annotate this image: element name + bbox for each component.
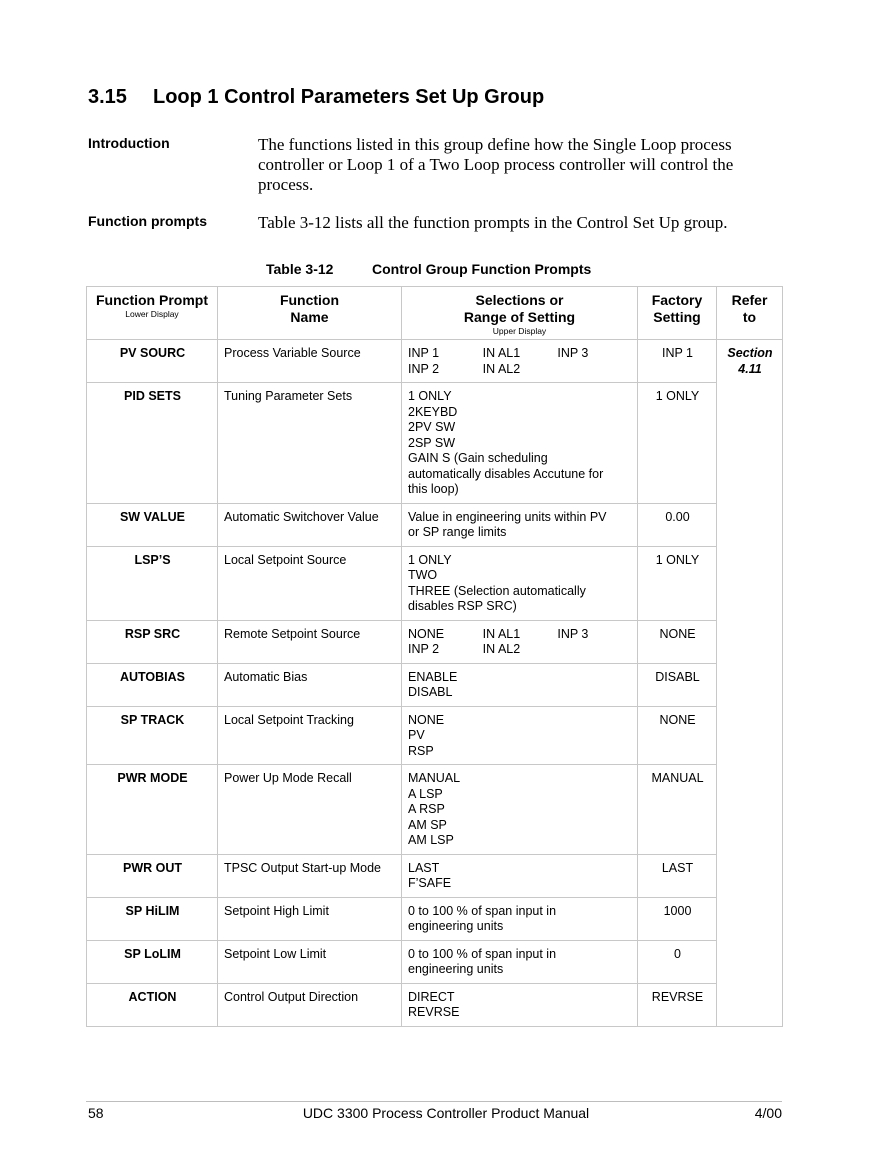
header-refer-to: Refer to bbox=[717, 287, 783, 340]
header-function-prompt: Function Prompt Lower Display bbox=[87, 287, 218, 340]
table-row bbox=[87, 620, 783, 663]
table-row bbox=[87, 897, 783, 940]
selection-option: 1 ONLY bbox=[408, 552, 452, 567]
selection-option: engineering units bbox=[408, 962, 504, 976]
factory-setting-cell: NONE bbox=[638, 620, 717, 663]
table-row bbox=[87, 663, 783, 706]
selection-option: INP 2 bbox=[408, 361, 440, 376]
table-row bbox=[87, 940, 783, 983]
selection-option: 2KEYBD bbox=[408, 404, 458, 419]
introduction-text bbox=[258, 135, 768, 195]
selection-option: NONE bbox=[408, 712, 445, 727]
selection-option: GAIN S (Gain scheduling bbox=[408, 451, 548, 465]
function-name-cell: Process Variable Source bbox=[218, 340, 402, 383]
header-selections: Selections or Range of Setting Upper Display bbox=[402, 287, 638, 340]
table-caption bbox=[266, 261, 591, 277]
selections-cell bbox=[402, 620, 638, 663]
selections-cell bbox=[402, 854, 638, 897]
function-prompt-cell: PV SOURC bbox=[87, 340, 218, 383]
selection-option: TWO bbox=[408, 568, 438, 582]
selection-option: DISABL bbox=[408, 685, 453, 699]
factory-setting-cell: 1 ONLY bbox=[638, 546, 717, 620]
function-prompt-cell: SP LoLIM bbox=[87, 940, 218, 983]
selection-option: disables RSP SRC) bbox=[408, 599, 517, 613]
header-function-name: Function Name bbox=[218, 287, 402, 340]
function-prompt-cell: AUTOBIAS bbox=[87, 663, 218, 706]
section-title: Loop 1 Control Parameters Set Up Group bbox=[153, 86, 545, 108]
factory-setting-cell: 1000 bbox=[638, 897, 717, 940]
selection-option: Value in engineering units within PV bbox=[408, 509, 607, 524]
factory-setting-cell: 0.00 bbox=[638, 503, 717, 546]
table-title: Control Group Function Prompts bbox=[372, 261, 592, 277]
selection-option: RSP bbox=[408, 743, 434, 758]
function-name-cell: TPSC Output Start-up Mode bbox=[218, 854, 402, 897]
selection-option: INP 3 bbox=[557, 626, 589, 641]
selection-option: IN AL1 bbox=[482, 626, 521, 641]
function-name-cell: Automatic Bias bbox=[218, 663, 402, 706]
function-prompts-label: Function prompts bbox=[88, 213, 207, 229]
section-number: 3.15 bbox=[88, 86, 127, 108]
selection-column bbox=[557, 627, 632, 658]
selection-option: 2SP SW bbox=[408, 435, 456, 450]
table-header-row bbox=[87, 287, 783, 340]
selections-cell bbox=[402, 503, 638, 546]
factory-setting-cell: 0 bbox=[638, 940, 717, 983]
function-prompt-cell: SP HiLIM bbox=[87, 897, 218, 940]
selections-cell bbox=[402, 940, 638, 983]
function-name-cell: Setpoint Low Limit bbox=[218, 940, 402, 983]
selection-option: PV bbox=[408, 728, 425, 742]
selection-option: A LSP bbox=[408, 786, 443, 801]
selection-column bbox=[557, 346, 632, 377]
function-name-cell: Tuning Parameter Sets bbox=[218, 383, 402, 504]
selections-cell bbox=[402, 897, 638, 940]
function-prompts-text: Table 3-12 lists all the function prompts in the Control Set Up group. bbox=[258, 213, 728, 232]
table-row bbox=[87, 340, 783, 383]
factory-setting-cell: INP 1 bbox=[638, 340, 717, 383]
function-prompt-cell: LSP’S bbox=[87, 546, 218, 620]
header-factory-setting: Factory Setting bbox=[638, 287, 717, 340]
selections-cell bbox=[402, 340, 638, 383]
function-name-cell: Automatic Switchover Value bbox=[218, 503, 402, 546]
selection-option: DIRECT bbox=[408, 989, 455, 1004]
function-prompt-cell: ACTION bbox=[87, 983, 218, 1026]
factory-setting-cell: MANUAL bbox=[638, 765, 717, 855]
function-prompt-cell: PID SETS bbox=[87, 383, 218, 504]
footer-title: UDC 3300 Process Controller Product Manual bbox=[302, 1105, 590, 1121]
table-number: Table 3-12 bbox=[266, 261, 334, 277]
selection-grid bbox=[408, 346, 632, 377]
selection-option: 0 to 100 % of span input in bbox=[408, 946, 557, 961]
selections-cell bbox=[402, 765, 638, 855]
selection-option: automatically disables Accutune for bbox=[408, 466, 604, 481]
selection-option: 0 to 100 % of span input in bbox=[408, 903, 557, 918]
selection-option: LAST bbox=[408, 860, 440, 875]
function-prompt-cell: SW VALUE bbox=[87, 503, 218, 546]
selection-column bbox=[483, 627, 558, 658]
factory-setting-cell: NONE bbox=[638, 706, 717, 765]
function-name-cell: Control Output Direction bbox=[218, 983, 402, 1026]
function-name-cell: Local Setpoint Tracking bbox=[218, 706, 402, 765]
selection-option: 1 ONLY bbox=[408, 389, 452, 403]
factory-setting-cell: REVRSE bbox=[638, 983, 717, 1026]
introduction-label: Introduction bbox=[88, 135, 170, 151]
selections-cell bbox=[402, 706, 638, 765]
refer-section-number: 4.11 bbox=[738, 361, 762, 376]
selection-option: engineering units bbox=[408, 919, 504, 933]
function-name-cell: Remote Setpoint Source bbox=[218, 620, 402, 663]
table-row bbox=[87, 503, 783, 546]
refer-section-label: Section bbox=[727, 346, 773, 360]
selection-option: INP 2 bbox=[408, 642, 440, 656]
selection-option: INP 1 bbox=[408, 346, 440, 360]
selection-option: IN AL2 bbox=[482, 642, 521, 656]
factory-setting-cell: 1 ONLY bbox=[638, 383, 717, 504]
selection-option: AM LSP bbox=[408, 833, 454, 847]
selection-column bbox=[408, 346, 483, 377]
selection-grid bbox=[408, 627, 632, 658]
header-lower-display: Lower Display bbox=[125, 309, 179, 319]
factory-setting-cell: LAST bbox=[638, 854, 717, 897]
factory-setting-cell: DISABL bbox=[638, 663, 717, 706]
function-name-cell: Local Setpoint Source bbox=[218, 546, 402, 620]
selection-option: REVRSE bbox=[408, 1005, 460, 1019]
function-prompts-table bbox=[86, 286, 783, 1027]
footer-rule bbox=[86, 1101, 782, 1102]
selection-option: NONE bbox=[408, 626, 445, 641]
selection-option: THREE (Selection automatically bbox=[408, 583, 586, 598]
introduction-line: process. bbox=[258, 175, 314, 194]
selection-option: AM SP bbox=[408, 817, 447, 832]
selection-option: ENABLE bbox=[408, 669, 458, 684]
table-row bbox=[87, 383, 783, 504]
selections-cell bbox=[402, 383, 638, 504]
selection-option: or SP range limits bbox=[408, 525, 507, 539]
selections-cell bbox=[402, 983, 638, 1026]
selection-column bbox=[483, 346, 558, 377]
selection-option: INP 3 bbox=[557, 346, 589, 360]
selections-cell bbox=[402, 546, 638, 620]
function-prompt-cell: PWR MODE bbox=[87, 765, 218, 855]
selection-option: IN AL1 bbox=[482, 346, 521, 360]
table-row bbox=[87, 983, 783, 1026]
footer-date: 4/00 bbox=[754, 1105, 782, 1121]
function-prompt-cell: RSP SRC bbox=[87, 620, 218, 663]
selection-option: IN AL2 bbox=[482, 361, 521, 376]
introduction-line: The functions listed in this group define how the Single Loop process bbox=[258, 135, 732, 154]
refer-to-cell bbox=[717, 340, 783, 1027]
selection-option: MANUAL bbox=[408, 771, 461, 785]
table-row bbox=[87, 546, 783, 620]
table-body bbox=[87, 340, 783, 1027]
selection-option: 2PV SW bbox=[408, 420, 456, 434]
selection-option: this loop) bbox=[408, 482, 459, 496]
function-name-cell: Power Up Mode Recall bbox=[218, 765, 402, 855]
function-prompt-cell: PWR OUT bbox=[87, 854, 218, 897]
introduction-line: controller or Loop 1 of a Two Loop process controller will control the bbox=[258, 155, 734, 174]
table-row bbox=[87, 706, 783, 765]
selections-cell bbox=[402, 663, 638, 706]
function-name-cell: Setpoint High Limit bbox=[218, 897, 402, 940]
function-prompt-cell: SP TRACK bbox=[87, 706, 218, 765]
table-row bbox=[87, 765, 783, 855]
footer-page-number: 58 bbox=[88, 1105, 104, 1121]
table-row bbox=[87, 854, 783, 897]
selection-option: A RSP bbox=[408, 802, 445, 816]
selection-column bbox=[408, 627, 483, 658]
selection-option: F’SAFE bbox=[408, 876, 452, 890]
header-upper-display: Upper Display bbox=[492, 326, 547, 336]
section-heading bbox=[88, 86, 544, 109]
